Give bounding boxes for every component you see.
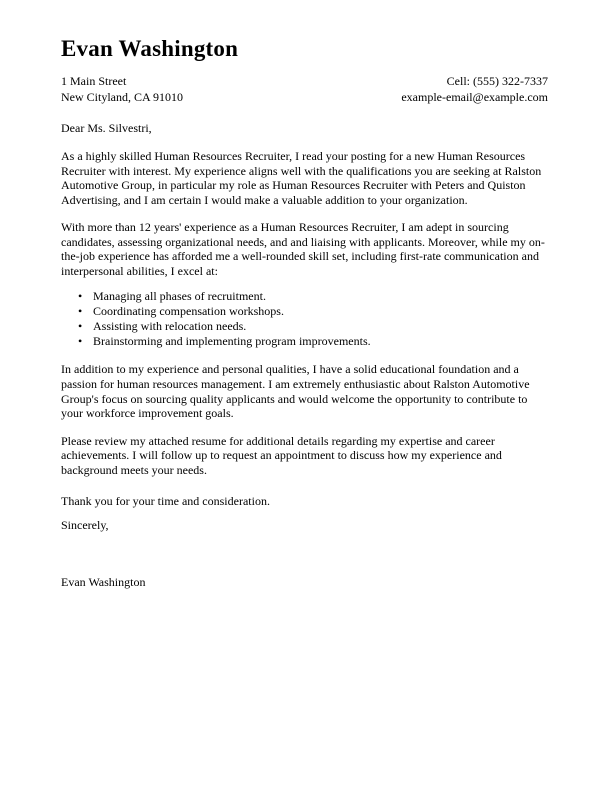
address-line-city: New Cityland, CA 91010 [61, 89, 183, 104]
body-paragraph-2: With more than 12 years' experience as a Human Resources Recruiter, I am adept in sourcing candidates, assessing organizational needs, and and liaising with applicants. Moreover, while my on-the-job experience has afforded me a well-rounded skill set, including first-rate communication and interpersonal abilities, I excel at: [61, 220, 545, 279]
body-paragraph-3: In addition to my experience and personal qualities, I have a solid educational foundation and a passion for human resources management. I am extremely enthusiastic about Ralston Automotive Group's focus on sourcing quality applicants and would welcome the opportunity to contribute to your workforce improvement goals. [61, 362, 530, 421]
contact-line-cell: Cell: (555) 322-7337 [446, 74, 548, 89]
contact-line-email: example-email@example.com [401, 89, 548, 104]
header-contact-row [61, 74, 548, 105]
body-paragraph-4: Please review my attached resume for additional details regarding my expertise and career achievements. I will follow up to request an appointment to discuss how my experience and background meets your needs. [61, 433, 502, 478]
sender-name-heading: Evan Washington [61, 36, 239, 61]
signature-name: Evan Washington [61, 574, 146, 589]
body-paragraph-1: As a highly skilled Human Resources Recruiter, I read your posting for a new Human Resources Recruiter with interest. My experience aligns well with the qualifications you are seeking at Ralston Automotive Group, in particular my role as Human Resources Recruiter with Peters and Quiston Advertising, and I am certain I would make a valuable addition to your organization. [61, 148, 542, 207]
bullet-item: • Brainstorming and implementing program improvements. [61, 334, 548, 349]
sender-contact-block [401, 74, 548, 105]
bullet-item: • Managing all phases of recruitment. [61, 289, 548, 304]
sender-address-block [61, 74, 183, 105]
bullet-item: • Coordinating compensation workshops. [61, 304, 548, 319]
address-line-street: 1 Main Street [61, 74, 127, 89]
skills-bullet-list [61, 289, 548, 350]
closing-line: Sincerely, [61, 518, 109, 533]
bullet-item: • Assisting with relocation needs. [61, 319, 548, 334]
greeting-line: Dear Ms. Silvestri, [61, 121, 152, 136]
thanks-line: Thank you for your time and consideration. [61, 493, 270, 508]
